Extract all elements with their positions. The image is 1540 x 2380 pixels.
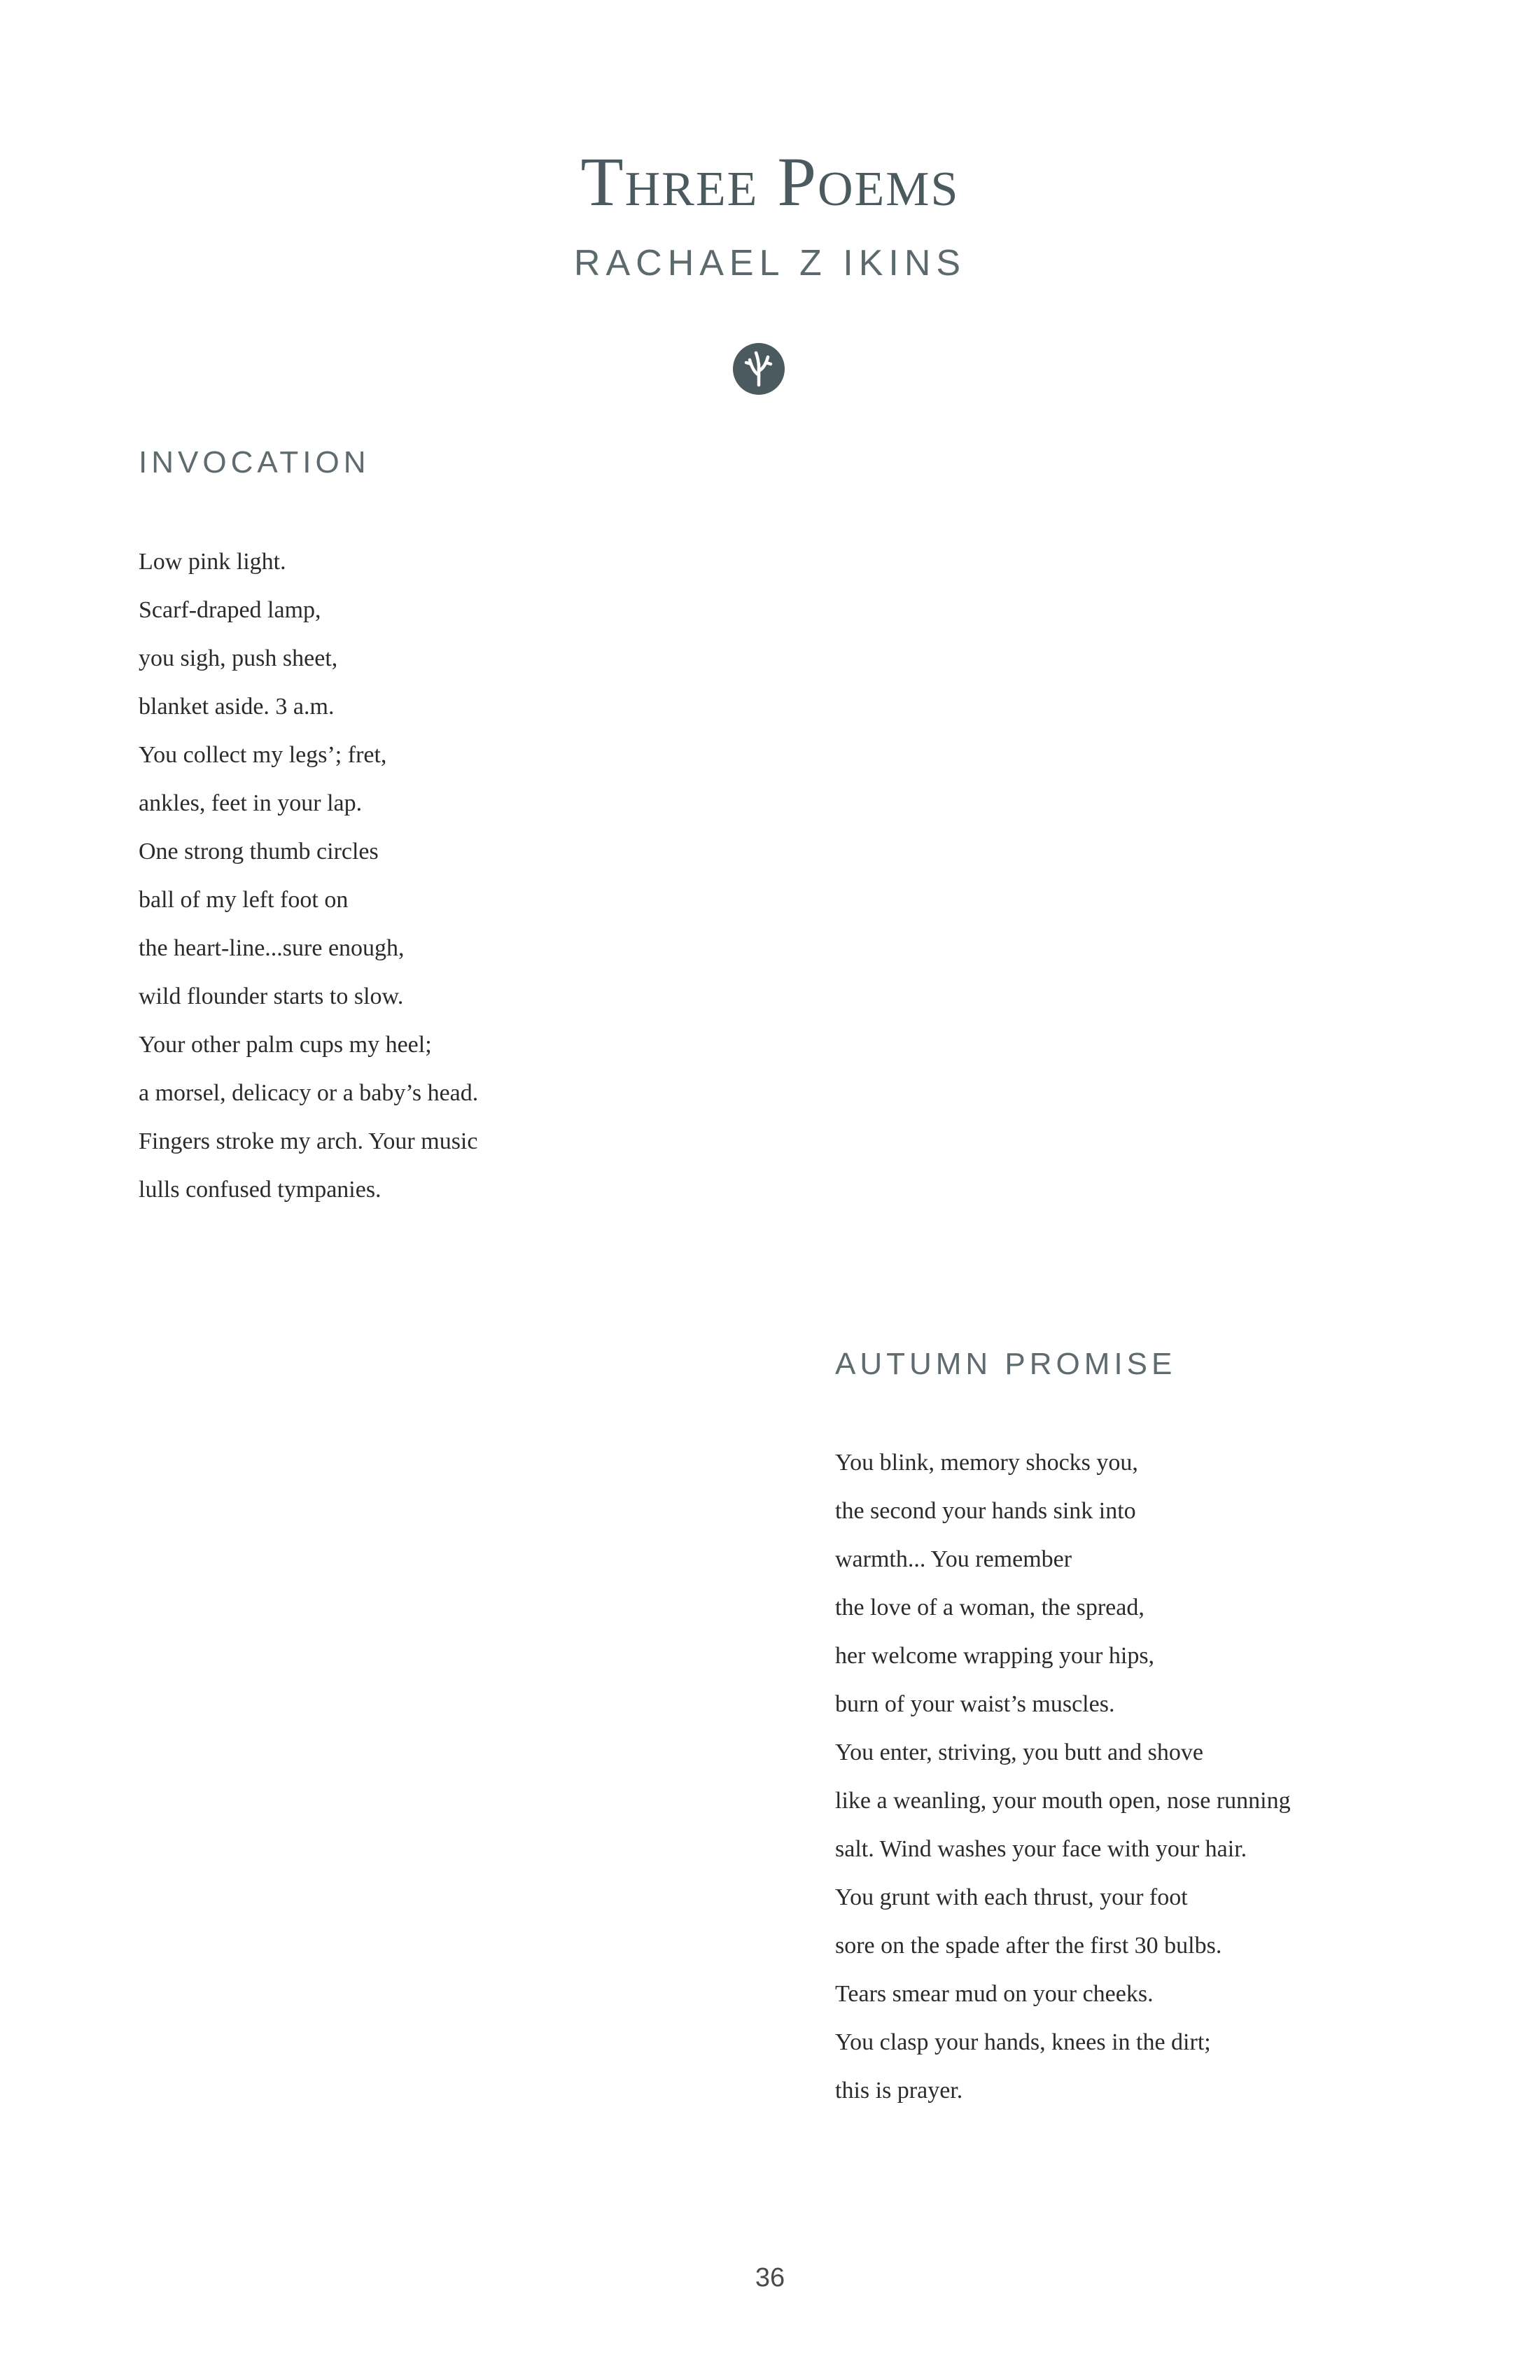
poem-line: the heart-line...sure enough, [139, 935, 405, 961]
poem-line: Your other palm cups my heel; [139, 1032, 432, 1058]
page-title: Three Poems [580, 143, 960, 220]
poem-line: Low pink light. [139, 549, 286, 575]
coral-branch-icon [733, 343, 785, 395]
poem-line: this is prayer. [835, 2078, 963, 2104]
poem-line: wild flounder starts to slow. [139, 983, 404, 1009]
poem-body-autumn-promise [835, 1438, 1291, 2115]
poem-line: ankles, feet in your lap. [139, 790, 363, 816]
poem-line: her welcome wrapping your hips, [835, 1643, 1155, 1669]
poem-title-autumn-promise: AUTUMN PROMISE [835, 1347, 1177, 1381]
poem-line: salt. Wind washes your face with your hair. [835, 1836, 1247, 1862]
poem-line: ball of my left foot on [139, 887, 349, 913]
poem-line: you sigh, push sheet, [139, 645, 338, 671]
poem-line: You blink, memory shocks you, [835, 1450, 1138, 1476]
poem-line: lulls confused tympanies. [139, 1177, 382, 1203]
poem-body-invocation [139, 538, 478, 1214]
poem-line: blanket aside. 3 a.m. [139, 694, 335, 720]
poem-line: Scarf-draped lamp, [139, 597, 321, 623]
poem-line: You collect my legs’; fret, [139, 742, 387, 768]
poem-line: the love of a woman, the spread, [835, 1595, 1144, 1620]
poem-line: sore on the spade after the first 30 bulbs. [835, 1933, 1222, 1959]
poem-line: Tears smear mud on your cheeks. [835, 1981, 1154, 2007]
poem-line: a morsel, delicacy or a baby’s head. [139, 1080, 479, 1106]
poem-line: like a weanling, your mouth open, nose running [835, 1788, 1291, 1814]
poem-title-invocation: INVOCATION [139, 445, 370, 479]
poem-line: You grunt with each thrust, your foot [835, 1884, 1188, 1910]
poem-line: One strong thumb circles [139, 839, 379, 864]
poem-line: warmth... You remember [835, 1546, 1072, 1572]
poem-line: You enter, striving, you butt and shove [835, 1740, 1203, 1765]
page-number: 36 [755, 2263, 785, 2292]
poem-line: burn of your waist’s muscles. [835, 1691, 1115, 1717]
author-name: RACHAEL Z IKINS [573, 243, 967, 284]
poem-line: Fingers stroke my arch. Your music [139, 1128, 478, 1154]
poem-line: You clasp your hands, knees in the dirt; [835, 2029, 1211, 2055]
poem-line: the second your hands sink into [835, 1498, 1136, 1524]
